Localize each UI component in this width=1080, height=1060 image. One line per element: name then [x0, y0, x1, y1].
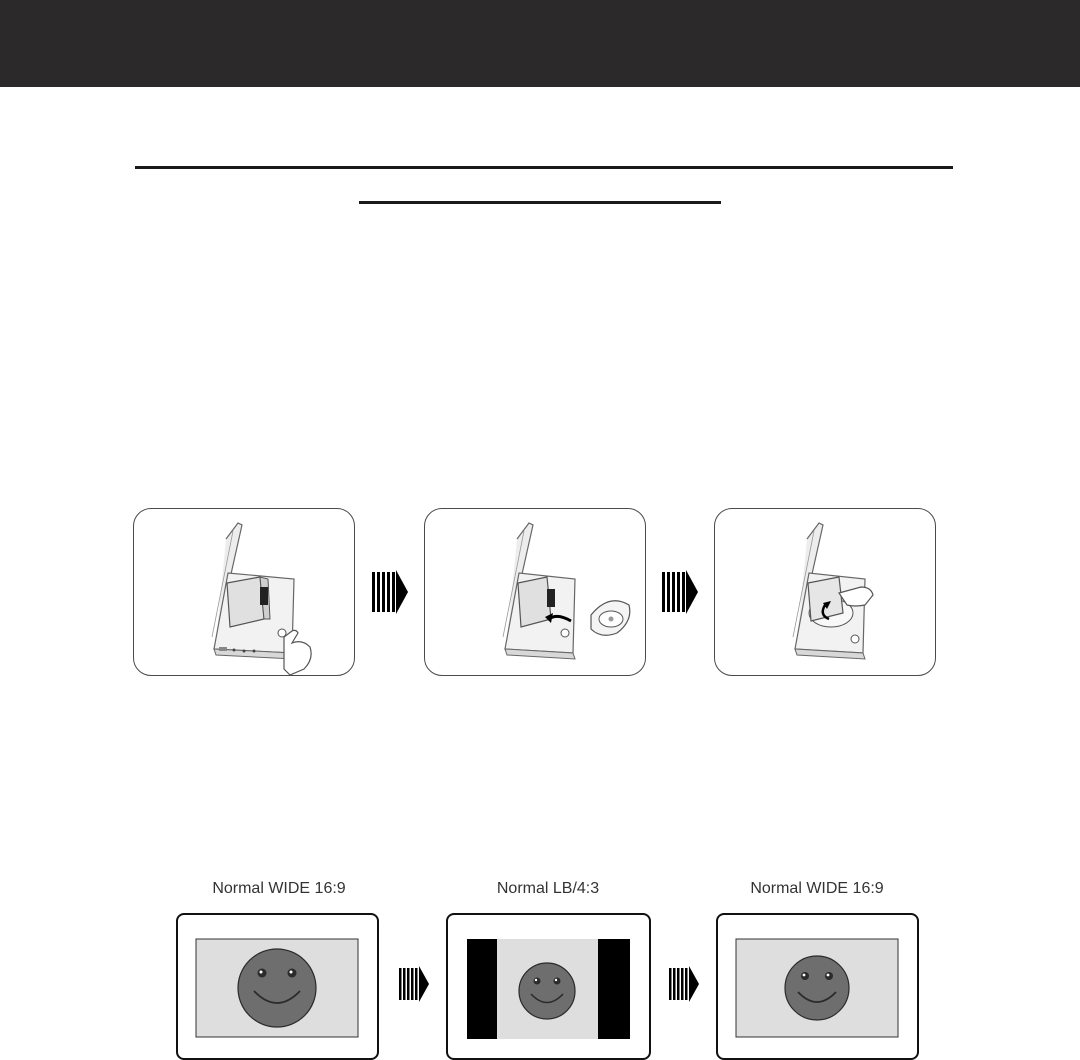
step-arrow-icon	[662, 570, 698, 614]
insert-disc-icon	[425, 509, 646, 676]
screen-wide-2	[716, 913, 919, 1060]
smiley-face-icon	[448, 915, 648, 1057]
screen-wide-1	[176, 913, 379, 1060]
screen-label-2: Normal LB/4:3	[496, 880, 600, 897]
step-arrow-icon	[372, 570, 408, 614]
step-arrow-icon	[399, 966, 429, 1002]
smiley-face-icon	[718, 915, 916, 1057]
header-bar	[0, 0, 1080, 87]
disc-step-3-panel	[714, 508, 936, 676]
disc-step-2-panel	[424, 508, 646, 676]
open-lid-press-button-icon	[134, 509, 355, 676]
screen-label-3: Normal WIDE 16:9	[750, 880, 884, 897]
screen-letterbox	[446, 913, 651, 1060]
step-arrow-icon	[669, 966, 699, 1002]
close-disc-cover-icon	[715, 509, 936, 676]
smiley-face-icon	[178, 915, 376, 1057]
title-rule-long	[135, 166, 953, 169]
title-rule-short	[359, 201, 721, 204]
screen-label-1: Normal WIDE 16:9	[212, 880, 346, 897]
disc-step-1-panel	[133, 508, 355, 676]
